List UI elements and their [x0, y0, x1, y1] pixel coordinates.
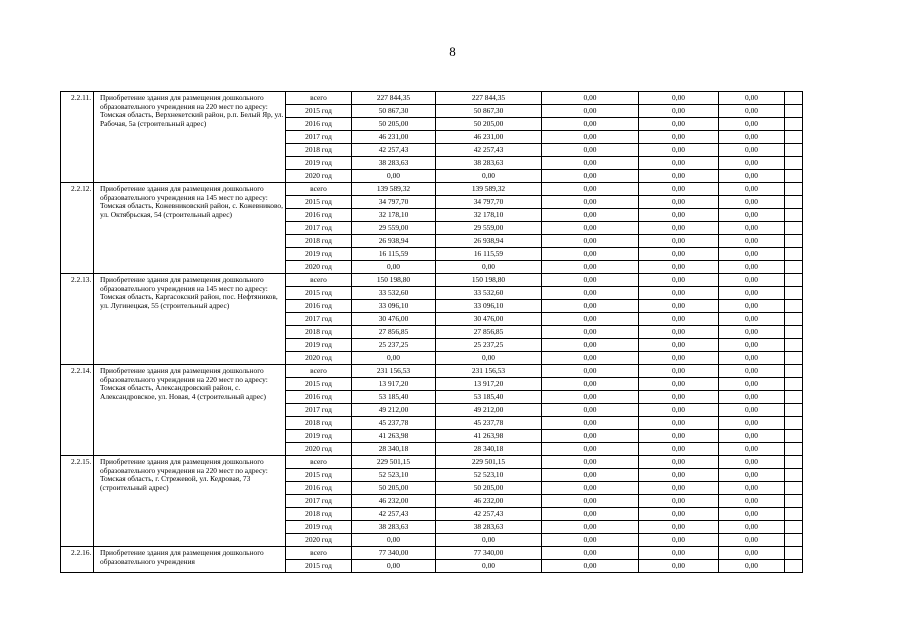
period-cell: 2017 год — [286, 495, 352, 508]
local-cell: 0,00 — [639, 287, 719, 300]
empty-cell — [785, 274, 803, 287]
empty-cell — [785, 196, 803, 209]
empty-cell — [785, 404, 803, 417]
regional-cell: 0,00 — [542, 183, 639, 196]
period-cell: 2017 год — [286, 222, 352, 235]
regional-cell: 0,00 — [542, 339, 639, 352]
total-cell: 49 212,00 — [352, 404, 436, 417]
other-cell: 0,00 — [719, 534, 785, 547]
federal-cell: 27 856,85 — [436, 326, 542, 339]
regional-cell: 0,00 — [542, 482, 639, 495]
total-cell: 229 501,15 — [352, 456, 436, 469]
other-cell: 0,00 — [719, 443, 785, 456]
total-cell: 45 237,78 — [352, 417, 436, 430]
empty-cell — [785, 365, 803, 378]
other-cell: 0,00 — [719, 352, 785, 365]
local-cell: 0,00 — [639, 235, 719, 248]
empty-cell — [785, 118, 803, 131]
period-cell: 2019 год — [286, 430, 352, 443]
other-cell: 0,00 — [719, 495, 785, 508]
table-row — [61, 456, 803, 469]
federal-cell: 42 257,43 — [436, 508, 542, 521]
item-description: Приобретение здания для размещения дошкольного образовательного учреждения на 220 мест по адресу: Томская область, Верхнекетский район, р.п. Белый Яр, ул. Рабочая, 5а (строительный адрес) — [94, 92, 286, 183]
local-cell: 0,00 — [639, 456, 719, 469]
local-cell: 0,00 — [639, 222, 719, 235]
regional-cell: 0,00 — [542, 560, 639, 573]
regional-cell: 0,00 — [542, 508, 639, 521]
empty-cell — [785, 417, 803, 430]
total-cell: 46 232,00 — [352, 495, 436, 508]
regional-cell: 0,00 — [542, 235, 639, 248]
federal-cell: 227 844,35 — [436, 92, 542, 105]
regional-cell: 0,00 — [542, 430, 639, 443]
total-cell: 0,00 — [352, 261, 436, 274]
regional-cell: 0,00 — [542, 469, 639, 482]
period-cell: 2016 год — [286, 209, 352, 222]
empty-cell — [785, 352, 803, 365]
other-cell: 0,00 — [719, 365, 785, 378]
empty-cell — [785, 391, 803, 404]
period-cell: всего — [286, 456, 352, 469]
other-cell: 0,00 — [719, 391, 785, 404]
local-cell: 0,00 — [639, 326, 719, 339]
federal-cell: 50 205,00 — [436, 482, 542, 495]
local-cell: 0,00 — [639, 482, 719, 495]
period-cell: 2018 год — [286, 235, 352, 248]
federal-cell: 0,00 — [436, 170, 542, 183]
period-cell: 2015 год — [286, 378, 352, 391]
federal-cell: 16 115,59 — [436, 248, 542, 261]
federal-cell: 34 797,70 — [436, 196, 542, 209]
regional-cell: 0,00 — [542, 521, 639, 534]
local-cell: 0,00 — [639, 196, 719, 209]
total-cell: 53 185,40 — [352, 391, 436, 404]
empty-cell — [785, 131, 803, 144]
total-cell: 46 231,00 — [352, 131, 436, 144]
page-number: 8 — [449, 44, 456, 59]
item-code: 2.2.13. — [61, 274, 94, 365]
total-cell: 42 257,43 — [352, 508, 436, 521]
federal-cell: 53 185,40 — [436, 391, 542, 404]
other-cell: 0,00 — [719, 508, 785, 521]
empty-cell — [785, 105, 803, 118]
empty-cell — [785, 443, 803, 456]
table-body — [61, 92, 803, 573]
empty-cell — [785, 482, 803, 495]
local-cell: 0,00 — [639, 274, 719, 287]
empty-cell — [785, 339, 803, 352]
federal-cell: 49 212,00 — [436, 404, 542, 417]
local-cell: 0,00 — [639, 430, 719, 443]
other-cell: 0,00 — [719, 118, 785, 131]
federal-cell: 45 237,78 — [436, 417, 542, 430]
federal-cell: 30 476,00 — [436, 313, 542, 326]
other-cell: 0,00 — [719, 196, 785, 209]
total-cell: 42 257,43 — [352, 144, 436, 157]
local-cell: 0,00 — [639, 183, 719, 196]
regional-cell: 0,00 — [542, 144, 639, 157]
regional-cell: 0,00 — [542, 313, 639, 326]
period-cell: 2020 год — [286, 443, 352, 456]
empty-cell — [785, 547, 803, 560]
period-cell: 2018 год — [286, 417, 352, 430]
other-cell: 0,00 — [719, 339, 785, 352]
period-cell: 2017 год — [286, 131, 352, 144]
local-cell: 0,00 — [639, 339, 719, 352]
empty-cell — [785, 469, 803, 482]
total-cell: 0,00 — [352, 352, 436, 365]
other-cell: 0,00 — [719, 261, 785, 274]
empty-cell — [785, 261, 803, 274]
period-cell: 2016 год — [286, 391, 352, 404]
federal-cell: 46 231,00 — [436, 131, 542, 144]
regional-cell: 0,00 — [542, 326, 639, 339]
table-row — [61, 274, 803, 287]
regional-cell: 0,00 — [542, 495, 639, 508]
local-cell: 0,00 — [639, 300, 719, 313]
total-cell: 26 938,94 — [352, 235, 436, 248]
regional-cell: 0,00 — [542, 365, 639, 378]
local-cell: 0,00 — [639, 105, 719, 118]
regional-cell: 0,00 — [542, 456, 639, 469]
item-code: 2.2.11. — [61, 92, 94, 183]
empty-cell — [785, 222, 803, 235]
total-cell: 139 589,32 — [352, 183, 436, 196]
regional-cell: 0,00 — [542, 105, 639, 118]
local-cell: 0,00 — [639, 170, 719, 183]
regional-cell: 0,00 — [542, 352, 639, 365]
total-cell: 77 340,00 — [352, 547, 436, 560]
local-cell: 0,00 — [639, 521, 719, 534]
period-cell: 2018 год — [286, 144, 352, 157]
other-cell: 0,00 — [719, 326, 785, 339]
federal-cell: 150 198,80 — [436, 274, 542, 287]
other-cell: 0,00 — [719, 287, 785, 300]
local-cell: 0,00 — [639, 144, 719, 157]
budget-table — [60, 91, 803, 573]
period-cell: всего — [286, 547, 352, 560]
federal-cell: 229 501,15 — [436, 456, 542, 469]
local-cell: 0,00 — [639, 508, 719, 521]
regional-cell: 0,00 — [542, 248, 639, 261]
local-cell: 0,00 — [639, 261, 719, 274]
other-cell: 0,00 — [719, 378, 785, 391]
total-cell: 34 797,70 — [352, 196, 436, 209]
empty-cell — [785, 313, 803, 326]
item-code: 2.2.15. — [61, 456, 94, 547]
local-cell: 0,00 — [639, 404, 719, 417]
local-cell: 0,00 — [639, 92, 719, 105]
regional-cell: 0,00 — [542, 287, 639, 300]
regional-cell: 0,00 — [542, 157, 639, 170]
regional-cell: 0,00 — [542, 209, 639, 222]
other-cell: 0,00 — [719, 560, 785, 573]
other-cell: 0,00 — [719, 469, 785, 482]
other-cell: 0,00 — [719, 482, 785, 495]
regional-cell: 0,00 — [542, 443, 639, 456]
total-cell: 28 340,18 — [352, 443, 436, 456]
other-cell: 0,00 — [719, 235, 785, 248]
local-cell: 0,00 — [639, 560, 719, 573]
total-cell: 50 205,00 — [352, 482, 436, 495]
total-cell: 25 237,25 — [352, 339, 436, 352]
other-cell: 0,00 — [719, 521, 785, 534]
other-cell: 0,00 — [719, 404, 785, 417]
empty-cell — [785, 521, 803, 534]
empty-cell — [785, 157, 803, 170]
period-cell: 2020 год — [286, 534, 352, 547]
local-cell: 0,00 — [639, 352, 719, 365]
federal-cell: 50 205,00 — [436, 118, 542, 131]
table-row — [61, 365, 803, 378]
total-cell: 231 156,53 — [352, 365, 436, 378]
other-cell: 0,00 — [719, 144, 785, 157]
other-cell: 0,00 — [719, 92, 785, 105]
local-cell: 0,00 — [639, 365, 719, 378]
local-cell: 0,00 — [639, 495, 719, 508]
total-cell: 38 283,63 — [352, 521, 436, 534]
federal-cell: 25 237,25 — [436, 339, 542, 352]
period-cell: 2020 год — [286, 261, 352, 274]
federal-cell: 139 589,32 — [436, 183, 542, 196]
regional-cell: 0,00 — [542, 261, 639, 274]
total-cell: 16 115,59 — [352, 248, 436, 261]
table-row — [61, 183, 803, 196]
period-cell: 2019 год — [286, 339, 352, 352]
other-cell: 0,00 — [719, 274, 785, 287]
period-cell: 2015 год — [286, 105, 352, 118]
period-cell: всего — [286, 92, 352, 105]
period-cell: всего — [286, 365, 352, 378]
federal-cell: 41 263,98 — [436, 430, 542, 443]
regional-cell: 0,00 — [542, 378, 639, 391]
period-cell: 2015 год — [286, 196, 352, 209]
empty-cell — [785, 560, 803, 573]
total-cell: 32 178,10 — [352, 209, 436, 222]
federal-cell: 38 283,63 — [436, 157, 542, 170]
federal-cell: 0,00 — [436, 352, 542, 365]
empty-cell — [785, 235, 803, 248]
federal-cell: 33 096,10 — [436, 300, 542, 313]
other-cell: 0,00 — [719, 248, 785, 261]
local-cell: 0,00 — [639, 469, 719, 482]
total-cell: 38 283,63 — [352, 157, 436, 170]
federal-cell: 26 938,94 — [436, 235, 542, 248]
empty-cell — [785, 326, 803, 339]
federal-cell: 38 283,63 — [436, 521, 542, 534]
period-cell: 2016 год — [286, 482, 352, 495]
item-description: Приобретение здания для размещения дошкольного образовательного учреждения на 145 мест по адресу: Томская область, Каргасокский район, пос. Нефтяников, ул. Лугинецкая, 55 (строительный адрес) — [94, 274, 286, 365]
local-cell: 0,00 — [639, 313, 719, 326]
empty-cell — [785, 183, 803, 196]
federal-cell: 42 257,43 — [436, 144, 542, 157]
federal-cell: 0,00 — [436, 560, 542, 573]
empty-cell — [785, 144, 803, 157]
period-cell: 2020 год — [286, 170, 352, 183]
empty-cell — [785, 287, 803, 300]
regional-cell: 0,00 — [542, 417, 639, 430]
total-cell: 50 205,00 — [352, 118, 436, 131]
total-cell: 0,00 — [352, 170, 436, 183]
other-cell: 0,00 — [719, 157, 785, 170]
total-cell: 41 263,98 — [352, 430, 436, 443]
empty-cell — [785, 495, 803, 508]
total-cell: 30 476,00 — [352, 313, 436, 326]
total-cell: 29 559,00 — [352, 222, 436, 235]
local-cell: 0,00 — [639, 209, 719, 222]
regional-cell: 0,00 — [542, 118, 639, 131]
period-cell: 2019 год — [286, 157, 352, 170]
federal-cell: 46 232,00 — [436, 495, 542, 508]
federal-cell: 0,00 — [436, 534, 542, 547]
other-cell: 0,00 — [719, 430, 785, 443]
federal-cell: 33 532,60 — [436, 287, 542, 300]
local-cell: 0,00 — [639, 547, 719, 560]
total-cell: 13 917,20 — [352, 378, 436, 391]
federal-cell: 77 340,00 — [436, 547, 542, 560]
total-cell: 27 856,85 — [352, 326, 436, 339]
other-cell: 0,00 — [719, 222, 785, 235]
federal-cell: 29 559,00 — [436, 222, 542, 235]
local-cell: 0,00 — [639, 417, 719, 430]
local-cell: 0,00 — [639, 131, 719, 144]
other-cell: 0,00 — [719, 547, 785, 560]
other-cell: 0,00 — [719, 105, 785, 118]
period-cell: 2017 год — [286, 404, 352, 417]
empty-cell — [785, 456, 803, 469]
regional-cell: 0,00 — [542, 534, 639, 547]
period-cell: 2019 год — [286, 248, 352, 261]
regional-cell: 0,00 — [542, 222, 639, 235]
local-cell: 0,00 — [639, 248, 719, 261]
other-cell: 0,00 — [719, 300, 785, 313]
table-row — [61, 92, 803, 105]
regional-cell: 0,00 — [542, 92, 639, 105]
total-cell: 33 096,10 — [352, 300, 436, 313]
empty-cell — [785, 378, 803, 391]
federal-cell: 50 867,30 — [436, 105, 542, 118]
item-description: Приобретение здания для размещения дошкольного образовательного учреждения на 145 мест по адресу: Томская область, Кожевниковский район, с. Кожевниково, ул. Октябрьская, 54 (строительный адрес) — [94, 183, 286, 274]
other-cell: 0,00 — [719, 456, 785, 469]
period-cell: 2017 год — [286, 313, 352, 326]
item-code: 2.2.16. — [61, 547, 94, 573]
total-cell: 52 523,10 — [352, 469, 436, 482]
regional-cell: 0,00 — [542, 547, 639, 560]
table-row — [61, 547, 803, 560]
local-cell: 0,00 — [639, 391, 719, 404]
total-cell: 150 198,80 — [352, 274, 436, 287]
period-cell: 2016 год — [286, 118, 352, 131]
item-code: 2.2.12. — [61, 183, 94, 274]
regional-cell: 0,00 — [542, 300, 639, 313]
federal-cell: 231 156,53 — [436, 365, 542, 378]
period-cell: 2020 год — [286, 352, 352, 365]
empty-cell — [785, 300, 803, 313]
empty-cell — [785, 430, 803, 443]
item-code: 2.2.14. — [61, 365, 94, 456]
empty-cell — [785, 170, 803, 183]
regional-cell: 0,00 — [542, 170, 639, 183]
local-cell: 0,00 — [639, 378, 719, 391]
other-cell: 0,00 — [719, 183, 785, 196]
federal-cell: 32 178,10 — [436, 209, 542, 222]
item-description: Приобретение здания для размещения дошкольного образовательного учреждения на 220 мест по адресу: Томская область, г. Стрежевой, ул. Кедровая, 73 (строительный адрес) — [94, 456, 286, 547]
total-cell: 50 867,30 — [352, 105, 436, 118]
empty-cell — [785, 508, 803, 521]
empty-cell — [785, 92, 803, 105]
federal-cell: 52 523,10 — [436, 469, 542, 482]
period-cell: всего — [286, 183, 352, 196]
period-cell: 2015 год — [286, 469, 352, 482]
empty-cell — [785, 248, 803, 261]
period-cell: 2015 год — [286, 287, 352, 300]
other-cell: 0,00 — [719, 417, 785, 430]
total-cell: 33 532,60 — [352, 287, 436, 300]
regional-cell: 0,00 — [542, 274, 639, 287]
local-cell: 0,00 — [639, 157, 719, 170]
empty-cell — [785, 534, 803, 547]
federal-cell: 13 917,20 — [436, 378, 542, 391]
item-description: Приобретение здания для размещения дошкольного образовательного учреждения на 220 мест по адресу: Томская область, Александровский район, с. Александровское, ул. Новая, 4 (строительный адрес) — [94, 365, 286, 456]
other-cell: 0,00 — [719, 209, 785, 222]
regional-cell: 0,00 — [542, 131, 639, 144]
regional-cell: 0,00 — [542, 404, 639, 417]
other-cell: 0,00 — [719, 131, 785, 144]
local-cell: 0,00 — [639, 443, 719, 456]
local-cell: 0,00 — [639, 534, 719, 547]
period-cell: 2018 год — [286, 326, 352, 339]
total-cell: 0,00 — [352, 560, 436, 573]
total-cell: 227 844,35 — [352, 92, 436, 105]
other-cell: 0,00 — [719, 170, 785, 183]
period-cell: 2016 год — [286, 300, 352, 313]
period-cell: 2018 год — [286, 508, 352, 521]
regional-cell: 0,00 — [542, 391, 639, 404]
federal-cell: 28 340,18 — [436, 443, 542, 456]
regional-cell: 0,00 — [542, 196, 639, 209]
empty-cell — [785, 209, 803, 222]
item-description: Приобретение здания для размещения дошкольного образовательного учреждения — [94, 547, 286, 573]
other-cell: 0,00 — [719, 313, 785, 326]
local-cell: 0,00 — [639, 118, 719, 131]
period-cell: всего — [286, 274, 352, 287]
total-cell: 0,00 — [352, 534, 436, 547]
federal-cell: 0,00 — [436, 261, 542, 274]
period-cell: 2015 год — [286, 560, 352, 573]
period-cell: 2019 год — [286, 521, 352, 534]
